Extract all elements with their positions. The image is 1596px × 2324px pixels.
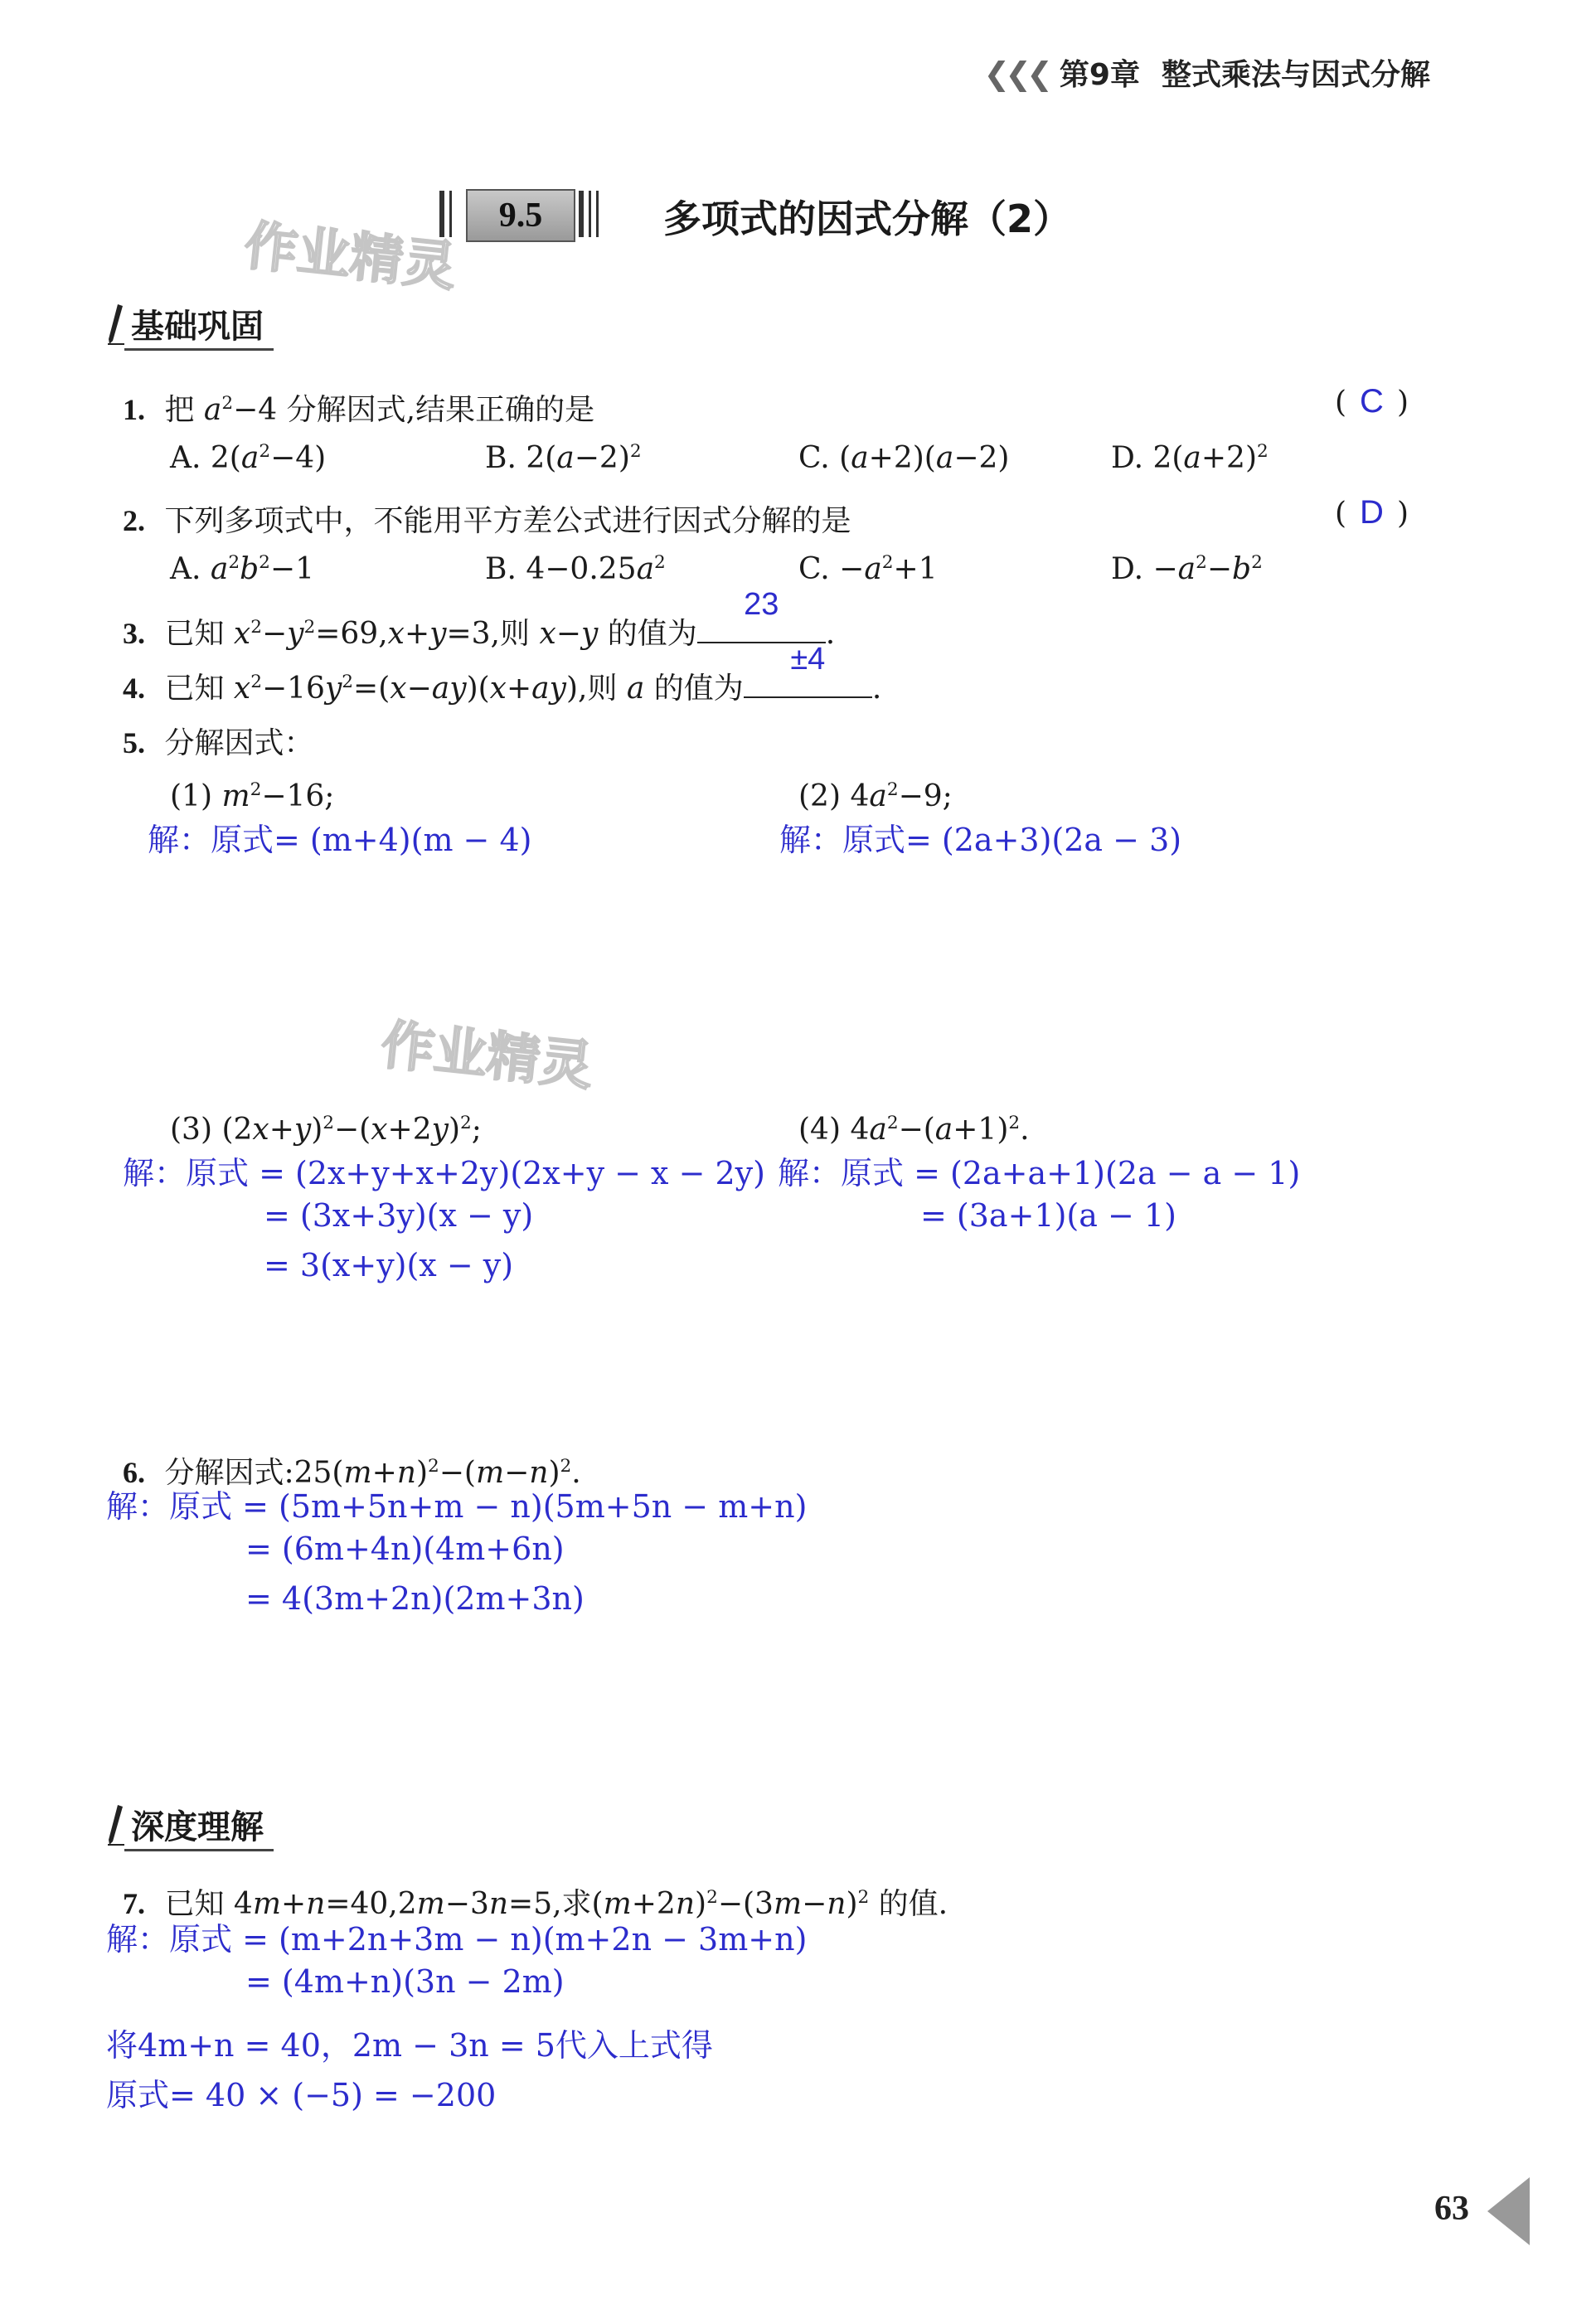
q2-option-c: C. $-a^2+1$: [798, 552, 938, 586]
answer-bracket-2: ( D ): [1335, 494, 1409, 531]
section-underline: [124, 1849, 274, 1851]
pencil-icon: [106, 303, 124, 354]
q1-option-c: C. (a+2)(a−2): [798, 441, 1010, 475]
q5-2-solution: 解：原式= (2a+3)(2a − 3): [779, 822, 1182, 858]
question-3: 3. 已知 $x^2-y^2=69,x+y=3$,则 x−y 的值为 23 .: [123, 587, 836, 651]
question-1: 1. 把 $a^2-4$ 分解因式,结果正确的是: [123, 393, 595, 427]
page-number: 63: [1434, 2190, 1469, 2228]
section-header-text: 深度理解: [131, 1808, 264, 1846]
q5-part-1: (1) $m^2-16$;: [170, 779, 335, 813]
question-6: 6. 分解因式$:25(m+n)^2-(m-n)^2$.: [123, 1456, 581, 1490]
question-number: 7.: [123, 1887, 145, 1920]
q1-option-a: A. $2(a^2-4)$: [170, 441, 327, 475]
q6-solution-line-2: = (6m+4n)(4m+6n): [245, 1531, 565, 1567]
watermark: 作业精灵: [378, 1014, 596, 1099]
q6-solution-line-1: 解：原式 = (5m+5n+m − n)(5m+5n − m+n): [106, 1488, 808, 1525]
section-title: 多项式的因式分解（2）: [663, 196, 1072, 241]
period: .: [825, 617, 836, 651]
chapter-header: [983, 51, 1430, 94]
q5-part-3: (3) $(2x+y)^2-(x+2y)^2$;: [170, 1113, 482, 1147]
q5-part-4: (4) $4a^2-(a+1)^2$.: [798, 1113, 1030, 1147]
section-header-deep: [106, 1801, 264, 1855]
banner-bars-right: [579, 191, 599, 237]
section-banner: [439, 184, 618, 242]
q2-option-b: B. $4-0.25a^2$: [485, 552, 666, 586]
question-stem: 下列多项式中，不能用平方差公式进行因式分解的是: [164, 504, 851, 538]
q6-solution-line-3: = 4(3m+2n)(2m+3n): [245, 1580, 585, 1617]
q1-option-d: D. $2(a+2)^2$: [1111, 441, 1269, 475]
section-underline: [124, 348, 274, 351]
q5-1-solution: 解：原式= (m+4)(m − 4): [148, 822, 532, 858]
chapter-title: 整式乘法与因式分解: [1161, 58, 1430, 92]
q7-solution-line-2: = (4m+n)(3n − 2m): [245, 1963, 565, 2000]
chevrons-icon: ❮❮❮: [983, 56, 1048, 92]
question-number: 5.: [123, 726, 145, 759]
q5-part-2: (2) $4a^2-9$;: [798, 779, 953, 813]
pencil-icon: [106, 1803, 124, 1855]
answer-choice: C: [1360, 383, 1384, 420]
answer-choice: D: [1360, 494, 1384, 531]
section-header-basic: [106, 300, 264, 354]
q5-3-solution-line-1: 解：原式 = (2x+y+x+2y)(2x+y − x − 2y): [123, 1155, 765, 1191]
fill-blank-3: [697, 587, 826, 643]
question-2: [123, 497, 851, 540]
section-header-text: 基础巩固: [131, 308, 264, 346]
question-number: 3.: [123, 617, 145, 650]
section-number: 9.5: [466, 189, 575, 242]
fill-blank-4: [744, 642, 872, 698]
q5-3-solution-line-3: = 3(x+y)(x − y): [264, 1247, 514, 1283]
q5-4-solution-line-2: = (3a+1)(a − 1): [920, 1197, 1176, 1234]
q5-4-solution-line-1: 解：原式 = (2a+a+1)(2a − a − 1): [778, 1155, 1301, 1191]
question-4: 4. 已知 $x^2-16y^2=(x-ay)(x+ay)$,则 a 的值为 ±4 .: [123, 642, 882, 706]
page-corner-triangle-icon: [1484, 2174, 1534, 2252]
blank-answer: ±4: [790, 642, 826, 677]
question-number: 4.: [123, 672, 145, 705]
question-number: 2.: [123, 504, 145, 537]
chapter-number: 第9章: [1059, 58, 1140, 92]
question-number: 1.: [123, 393, 145, 426]
question-number: 6.: [123, 1456, 145, 1489]
q2-option-d: D. $-a^2-b^2$: [1111, 552, 1263, 586]
period: .: [871, 672, 882, 706]
watermark: 作业精灵: [241, 215, 459, 299]
q7-solution-line-3: 将4m+n = 40，2m − 3n = 5代入上式得: [106, 2027, 713, 2064]
q5-3-solution-line-2: = (3x+3y)(x − y): [264, 1197, 534, 1234]
q1-option-b: B. $2(a-2)^2$: [485, 441, 642, 475]
blank-answer: 23: [744, 587, 779, 622]
q7-solution-line-1: 解：原式 = (m+2n+3m − n)(m+2n − 3m+n): [106, 1921, 808, 1958]
question-7: 7. 已知 4m+n=40,2m−3n=5,求$(m+2n)^2-(3m-n)^2$ 的值.: [123, 1887, 948, 1921]
question-5: [123, 720, 313, 762]
q2-option-a: A. $a^2b^2-1$: [170, 552, 314, 586]
question-stem: 分解因式：: [164, 726, 314, 760]
answer-bracket-1: ( C ): [1335, 383, 1409, 420]
q7-solution-line-4: 原式= 40 × (−5) = −200: [106, 2077, 497, 2113]
